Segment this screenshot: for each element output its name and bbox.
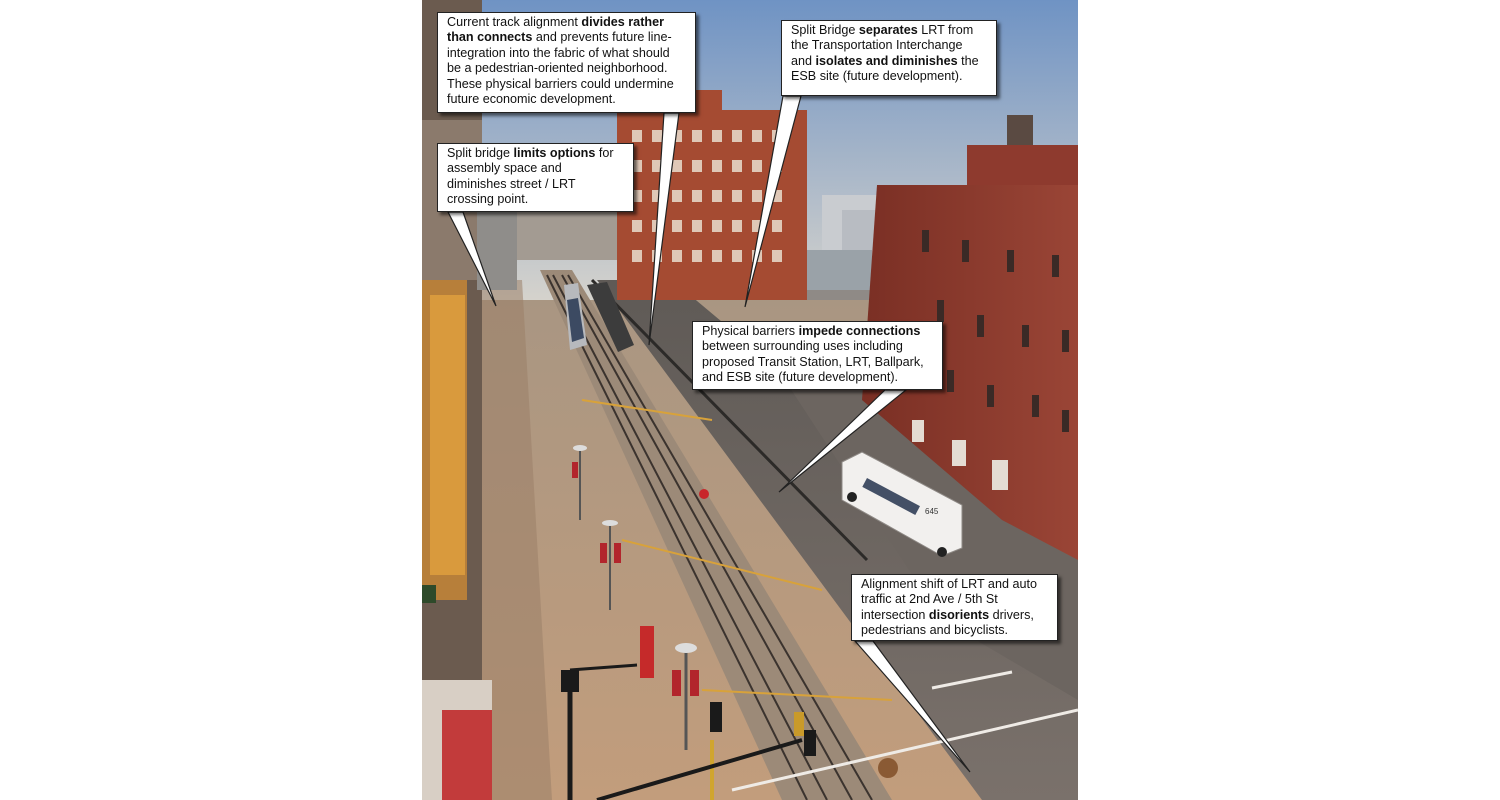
callout-physical-barriers bbox=[692, 321, 943, 390]
stop-sign bbox=[699, 489, 709, 499]
callout-emphasis: separates bbox=[858, 23, 918, 37]
callout-emphasis: divides rather than connects bbox=[447, 15, 664, 45]
callout-text: Split bridge bbox=[447, 146, 514, 160]
bus-number: 645 bbox=[925, 507, 939, 516]
callout-emphasis: limits options bbox=[513, 146, 596, 160]
central-brick-building bbox=[617, 90, 807, 300]
callout-track-alignment bbox=[437, 12, 696, 113]
callout-text: drivers, pedestrians and bicyclists. bbox=[861, 607, 1034, 638]
callout-text: between surrounding uses including proposed Transit Station, LRT, Ballpark, and ESB site (future development). bbox=[702, 339, 924, 385]
callout-alignment-shift bbox=[851, 574, 1058, 641]
transit-corridor-photo bbox=[422, 0, 1078, 800]
callout-emphasis: disorients bbox=[928, 607, 990, 622]
callout-split-bridge-limits bbox=[437, 143, 634, 212]
callout-text: Physical barriers bbox=[702, 324, 799, 338]
callout-split-bridge-separates bbox=[781, 20, 997, 96]
callout-text: Alignment shift of LRT and auto traffic at 2nd Ave / 5th St intersection bbox=[861, 577, 1037, 622]
callout-emphasis: isolates and diminishes bbox=[815, 53, 958, 68]
photo-illustration bbox=[422, 0, 1078, 800]
manhole bbox=[878, 758, 898, 778]
callout-text: the ESB site (future development). bbox=[791, 53, 979, 84]
callout-text: Split Bridge bbox=[791, 23, 859, 37]
callout-emphasis: impede connections bbox=[798, 324, 921, 338]
callout-text: LRT from the Transportation Interchange and bbox=[791, 23, 974, 68]
callout-text: and prevents future line-integration into the fabric of what should be a pedestrian-oriented neighborhood. These physical barriers could undermine future economic development. bbox=[447, 30, 674, 107]
callout-text: Current track alignment bbox=[447, 15, 582, 29]
trash-bin bbox=[422, 585, 436, 603]
callout-text: for assembly space and diminishes street / LRT crossing point. bbox=[447, 146, 614, 207]
